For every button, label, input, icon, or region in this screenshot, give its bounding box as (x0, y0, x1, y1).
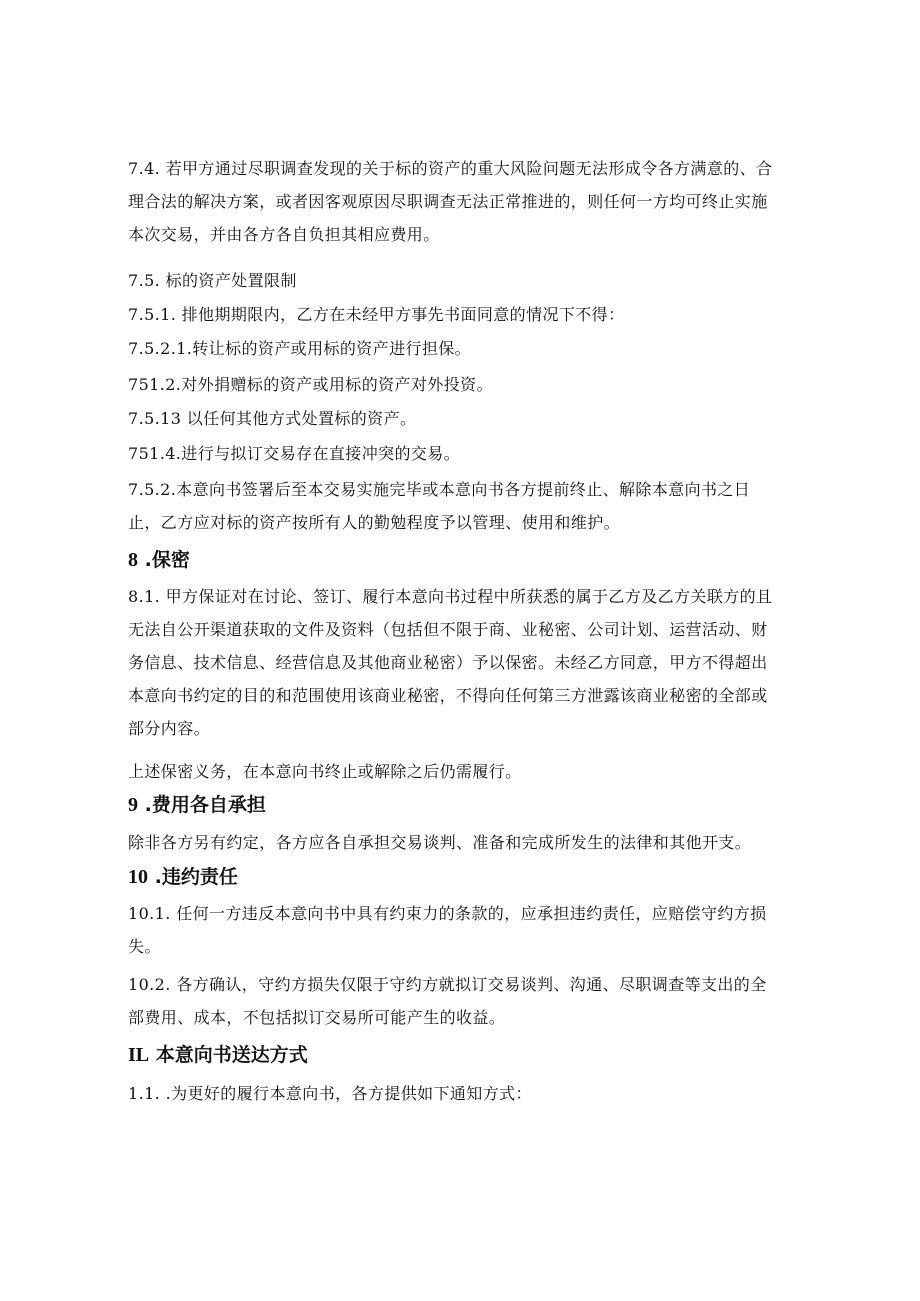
paragraph-7-5-13: 7.5.13 以任何其他方式处置标的资产。 (128, 409, 417, 428)
section-number: 8 (128, 549, 138, 571)
section-heading-10 (128, 862, 788, 892)
section-number: 10 (128, 866, 148, 888)
paragraph-11-1: 1.1. .为更好的履行本意向书，各方提供如下通知方式： (128, 1084, 532, 1103)
paragraph-751-4: 751.4.进行与拟订交易存在直接冲突的交易。 (128, 444, 461, 463)
section-title: .费用各自承担 (138, 794, 266, 816)
section-number: 9 (128, 794, 138, 816)
paragraph-7-5-2-1: 7.5.2.1.转让标的资产或用标的资产进行担保。 (128, 339, 472, 358)
paragraph-7-4: 7.4. 若甲方通过尽职调查发现的关于标的资产的重大风险问题无法形成令各方满意的、合理合法的解决方案，或者因客观原因尽职调查无法正常推进的，则任何一方均可终止实施本次交易，并由各方各自负担其相应费用。 (128, 159, 773, 244)
section-title: .违约责任 (148, 866, 238, 888)
section-title: .保密 (138, 549, 190, 571)
section-heading-9 (128, 790, 788, 820)
paragraph-10-1: 10.1. 任何一方违反本意向书中具有约束力的条款的，应承担违约责任，应赔偿守约方损失。 (128, 904, 767, 956)
paragraph-751-2: 751.2.对外捐赠标的资产或用标的资产对外投资。 (128, 375, 493, 394)
paragraph-7-5: 7.5. 标的资产处置限制 (128, 271, 297, 290)
section-number: IL (128, 1044, 150, 1066)
paragraph-7-5-2: 7.5.2.本意向书签署后至本交易实施完毕或本意向书各方提前终止、解除本意向书之日止，乙方应对标的资产按所有人的勤勉程度予以管理、使用和维护。 (128, 480, 751, 532)
section-heading-8 (128, 545, 788, 575)
paragraph-7-5-1: 7.5.1. 排他期期限内，乙方在未经甲方事先书面同意的情况下不得： (128, 305, 625, 324)
paragraph-10-2: 10.2. 各方确认，守约方损失仅限于守约方就拟订交易谈判、沟通、尽职调查等支出的全部费用、成本，不包括拟订交易所可能产生的收益。 (128, 975, 767, 1027)
section-heading-11 (128, 1040, 788, 1070)
paragraph-9: 除非各方另有约定，各方应各自承担交易谈判、准备和完成所发生的法律和其他开支。 (128, 833, 752, 852)
section-title: 本意向书送达方式 (149, 1044, 308, 1066)
paragraph-8-1: 8.1. 甲方保证对在讨论、签订、履行本意向书过程中所获悉的属于乙方及乙方关联方的且无法自公开渠道获取的文件及资料（包括但不限于商、业秘密、公司计划、运营活动、财务信息、技术信息、经营信息及其他商业秘密）予以保密。未经乙方同意，甲方不得超出本意向书约定的目的和范围使用该商业秘密，不得向任何第三方泄露该商业秘密的全部或部分内容。 (128, 587, 773, 738)
paragraph-8-2: 上述保密义务，在本意向书终止或解除之后仍需履行。 (128, 762, 522, 781)
